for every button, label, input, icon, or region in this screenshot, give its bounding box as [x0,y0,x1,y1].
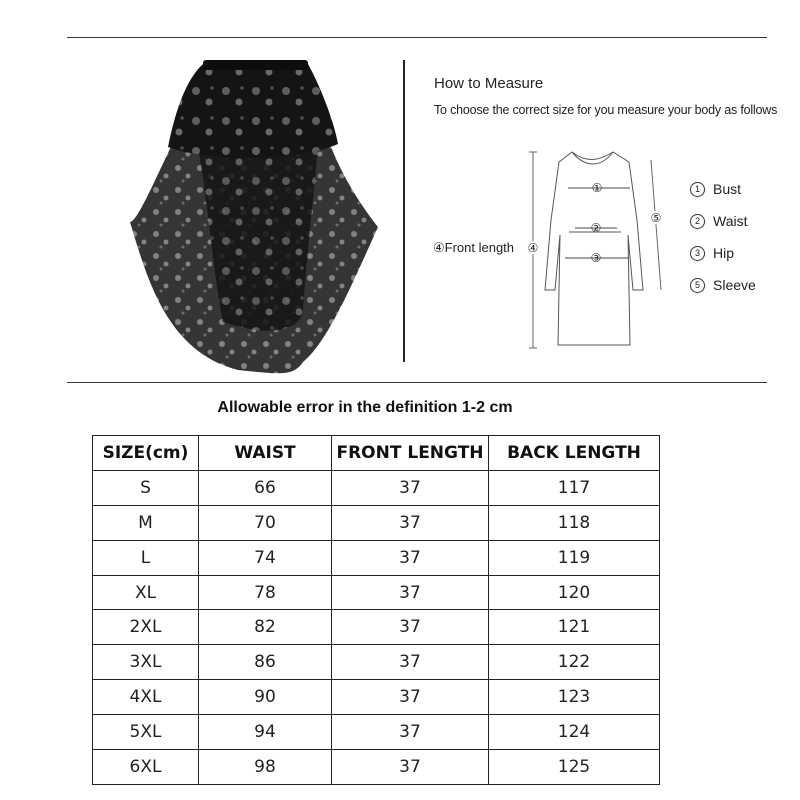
table-row [93,680,660,715]
cell-waist: 78 [199,575,332,610]
cell-front-length: 37 [332,750,489,785]
cell-waist: 98 [199,750,332,785]
marker-5-label: ⑤ [650,211,662,225]
table-row [93,540,660,575]
marker-3-label: ③ [590,251,602,265]
cell-back-length: 121 [489,610,660,645]
cell-back-length: 122 [489,645,660,680]
cell-front-length: 37 [332,470,489,505]
cell-size: XL [93,575,199,610]
table-header-row [93,436,660,471]
front-length-label: ④Front length [433,240,515,255]
marker-1-label: ① [591,181,603,195]
marker-2-label: ② [590,221,602,235]
cell-waist: 82 [199,610,332,645]
cell-size: 4XL [93,680,199,715]
middle-divider [67,382,767,383]
cell-back-length: 123 [489,680,660,715]
cell-size: 3XL [93,645,199,680]
cell-back-length: 120 [489,575,660,610]
legend-bust-label: Bust [713,181,742,197]
cell-front-length: 37 [332,680,489,715]
cell-waist: 94 [199,715,332,750]
top-divider [67,37,767,38]
table-row [93,610,660,645]
header-size: SIZE(cm) [93,436,199,471]
legend-hip-label: Hip [713,245,735,261]
cell-size: S [93,470,199,505]
cell-front-length: 37 [332,715,489,750]
cell-front-length: 37 [332,540,489,575]
cell-size: 2XL [93,610,199,645]
legend-sleeve-label: Sleeve [713,277,756,293]
cell-back-length: 125 [489,750,660,785]
how-to-measure-title: How to Measure [434,75,544,92]
how-to-measure-subtitle: To choose the correct size for you measure your body as follows [434,103,778,117]
cell-size: L [93,540,199,575]
size-chart-table [92,435,660,785]
header-waist: WAIST [199,436,332,471]
cell-back-length: 117 [489,470,660,505]
legend-hip [690,245,734,261]
header-front-length: FRONT LENGTH [332,436,489,471]
cell-size: M [93,505,199,540]
cell-waist: 86 [199,645,332,680]
cell-waist: 66 [199,470,332,505]
skirt-product-image [128,52,388,377]
cell-size: 5XL [93,715,199,750]
cell-waist: 90 [199,680,332,715]
cell-front-length: 37 [332,645,489,680]
legend-number-1: 1 [690,182,705,197]
cell-front-length: 37 [332,575,489,610]
allowable-error-caption: Allowable error in the definition 1-2 cm [217,399,513,416]
measurement-diagram [425,140,795,360]
legend-waist-label: Waist [713,213,748,229]
cell-size: 6XL [93,750,199,785]
legend-bust [690,181,741,197]
legend-sleeve [690,277,756,293]
table-row [93,750,660,785]
legend-number-2: 2 [690,214,705,229]
table-row [93,470,660,505]
legend-number-3: 3 [690,246,705,261]
cell-front-length: 37 [332,505,489,540]
legend-number-5: 5 [690,278,705,293]
marker-4-label: ④ [527,241,539,255]
header-back-length: BACK LENGTH [489,436,660,471]
table-row [93,505,660,540]
legend-waist [690,213,747,229]
cell-back-length: 124 [489,715,660,750]
cell-back-length: 119 [489,540,660,575]
table-row [93,645,660,680]
cell-back-length: 118 [489,505,660,540]
cell-front-length: 37 [332,610,489,645]
table-row [93,715,660,750]
vertical-divider [403,60,405,362]
cell-waist: 70 [199,505,332,540]
cell-waist: 74 [199,540,332,575]
table-row [93,575,660,610]
